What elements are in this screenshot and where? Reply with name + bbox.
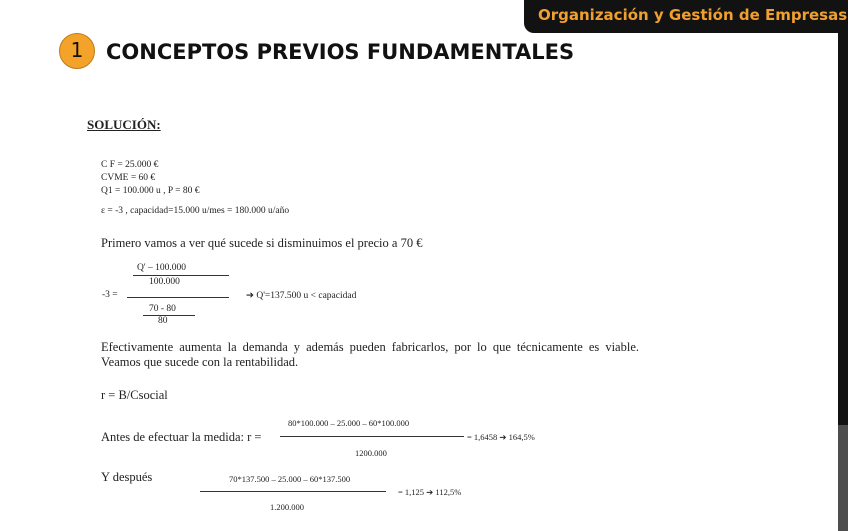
elasticity-num-bottom: 100.000 <box>149 277 180 287</box>
after-denominator: 1.200.000 <box>270 502 304 512</box>
fraction-line-small <box>133 275 229 276</box>
before-label: Antes de efectuar la medida: r = <box>101 430 262 444</box>
section-number-badge: 1 <box>59 33 95 69</box>
before-result: = 1,6458 ➔ 164,5% <box>467 432 535 442</box>
before-fraction-line <box>280 436 464 437</box>
given-variable-cost: CVME = 60 € <box>101 173 156 183</box>
after-fraction-line <box>200 491 386 492</box>
scroll-thumb[interactable] <box>838 425 848 531</box>
after-numerator: 70*137.500 – 25.000 – 60*137.500 <box>229 474 351 484</box>
right-edge-bar <box>838 0 848 531</box>
section-title: CONCEPTOS PREVIOS FUNDAMENTALES <box>106 40 575 64</box>
elasticity-lhs: -3 = <box>102 290 118 300</box>
before-numerator: 80*100.000 – 25.000 – 60*100.000 <box>288 418 410 428</box>
elasticity-num-top: Q' – 100.000 <box>137 263 186 273</box>
given-fixed-cost: C F = 25.000 € <box>101 160 159 170</box>
formula-r: r = B/Csocial <box>101 388 168 402</box>
fraction-line-main <box>127 297 229 298</box>
header-title: Organización y Gestión de Empresas <box>538 6 848 24</box>
intro-text: Primero vamos a ver qué sucede si disminuimos el precio a 70 € <box>101 236 423 250</box>
given-elasticity-capacity: ε = -3 , capacidad=15.000 u/mes = 180.000 u/año <box>101 206 290 216</box>
elasticity-den-top: 70 - 80 <box>149 304 176 314</box>
fraction-line-den <box>143 315 195 316</box>
elasticity-result: ➔ Q'=137.500 u < capacidad <box>246 291 357 301</box>
before-denominator: 1200.000 <box>355 448 387 458</box>
solution-label: SOLUCIÓN: <box>87 117 161 132</box>
elasticity-den-bottom: 80 <box>158 316 168 326</box>
given-quantity-price: Q1 = 100.000 u , P = 80 € <box>101 186 200 196</box>
after-label: Y después <box>101 470 153 484</box>
explanation-paragraph: Efectivamente aumenta la demanda y además pueden fabricarlos, por lo que técnicamente es viable. Veamos que sucede con la rentabilidad. <box>101 340 639 369</box>
after-result: = 1,125 ➔ 112,5% <box>398 487 462 497</box>
